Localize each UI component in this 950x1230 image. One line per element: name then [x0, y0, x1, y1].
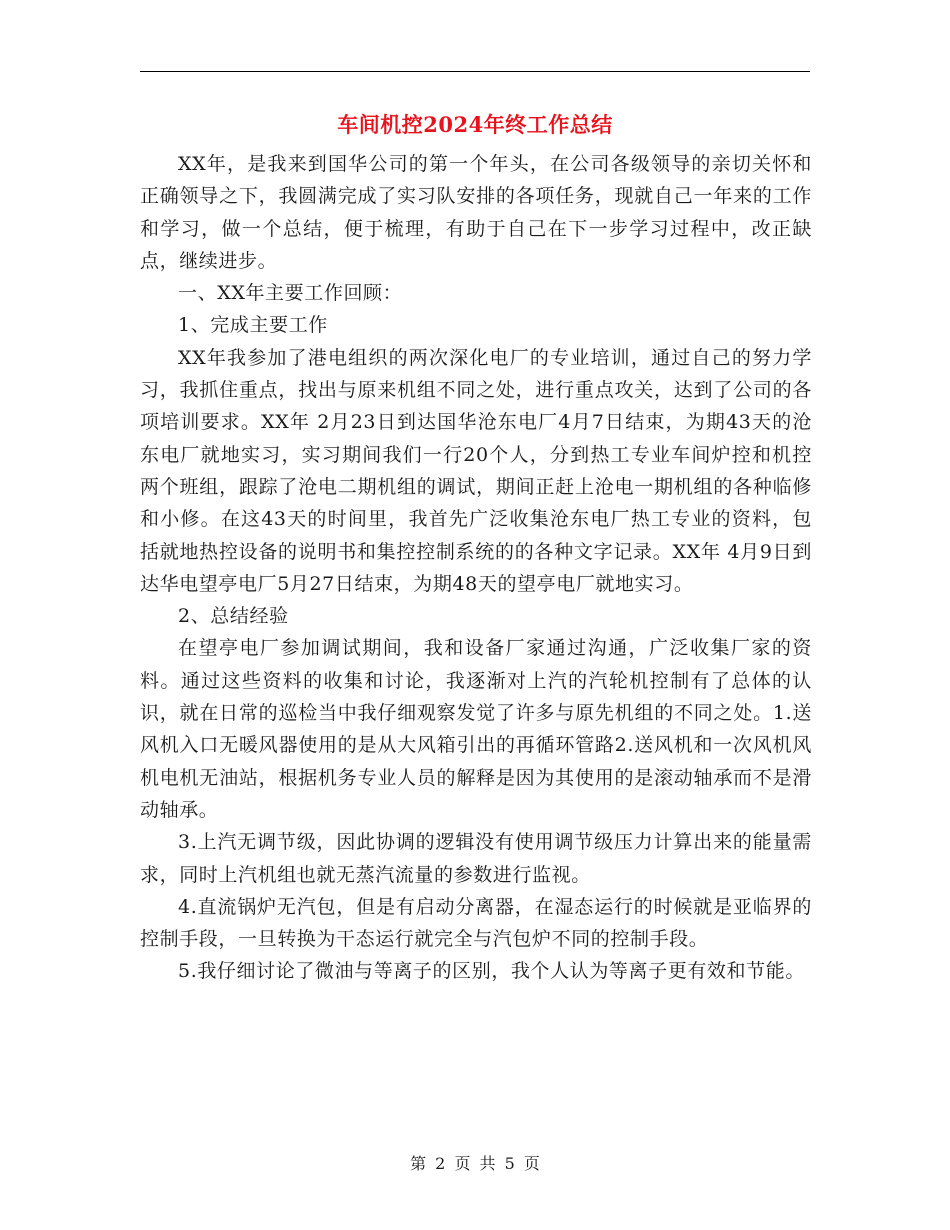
paragraph-experience: 在望亭电厂参加调试期间，我和设备厂家通过沟通，广泛收集厂家的资料。通过这些资料的收集和讨论，我逐渐对上汽的汽轮机控制有了总体的认识，就在日常的巡检当中我仔细观察发觉了许多与原先机组的不同之处。1.送风机入口无暖风器使用的是从大风箱引出的再循环管路2.送风机和一次风机风机电机无油站，根据机务专业人员的解释是因为其使用的是滚动轴承而不是滑动轴承。 [140, 637, 812, 821]
subheading-experience: 2、总结经验 [178, 605, 289, 628]
paragraph-intro: XX年，是我来到国华公司的第一个年头，在公司各级领导的亲切关怀和正确领导之下，我圆满完成了实习队安排的各项任务，现就自己一年来的工作和学习，做一个总结，便于梳理，有助于自己在下一步学习过程中，改正缺点，继续进步。 [140, 153, 812, 272]
paragraph-main-work: XX年我参加了港电组织的两次深化电厂的专业培训，通过自己的努力学习，我抓住重点，找出与原来机组不同之处，进行重点攻关，达到了公司的各项培训要求。XX年 2月23日到达国华沧东电厂4月7日结束，为期43天的沧东电厂就地实习，实习期间我们一行20个人，分到热工专业车间炉控和机控两个班组，跟踪了沧电二期机组的调试，期间正赶上沧电一期机组的各种临修和小修。在这43天的时间里，我首先广泛收集沧东电厂热工专业的资料，包括就地热控设备的说明书和集控控制系统的的各种文字记录。XX年 4月9日到达华电望亭电厂5月27日结束，为期48天的望亭电厂就地实习。 [140, 346, 812, 595]
document-body [140, 148, 812, 988]
subheading-main-work: 1、完成主要工作 [178, 314, 328, 337]
section-heading-review: 一、XX年主要工作回顾： [178, 282, 403, 305]
paragraph-item-5: 5.我仔细讨论了微油与等离子的区别，我个人认为等离子更有效和节能。 [178, 960, 805, 983]
paragraph-item-3: 3.上汽无调节级，因此协调的逻辑没有使用调节级压力计算出来的能量需求，同时上汽机组也就无蒸汽流量的参数进行监视。 [140, 831, 812, 886]
header-rule [140, 71, 810, 72]
document-title: 车间机控2024年终工作总结 [337, 112, 613, 137]
paragraph-item-4: 4.直流锅炉无汽包，但是有启动分离器，在湿态运行的时候就是亚临界的控制手段，一旦转换为干态运行就完全与汽包炉不同的控制手段。 [140, 895, 812, 951]
page-number-footer: 第 2 页 共 5 页 [410, 1154, 540, 1173]
